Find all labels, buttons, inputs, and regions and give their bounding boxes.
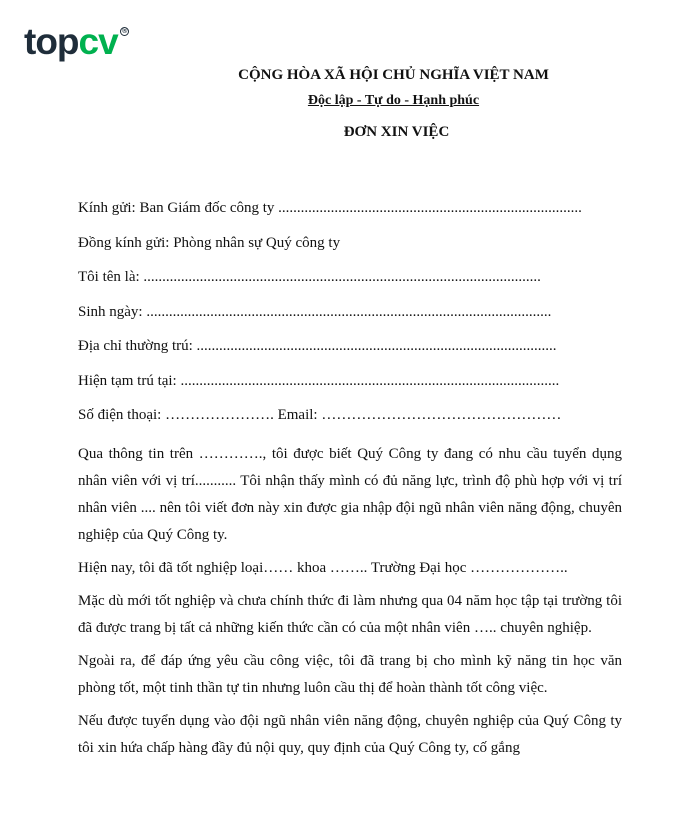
document-header [0, 66, 683, 141]
paragraph-education: Hiện nay, tôi đã tốt nghiệp loại…… khoa …….. Trường Đại học ……………….. [78, 559, 568, 576]
national-title: CỘNG HÒA XÃ HỘI CHỦ NGHĨA VIỆT NAM [238, 67, 549, 83]
national-motto: Độc lập - Tự do - Hạnh phúc [307, 93, 480, 108]
document-title: ĐƠN XIN VIỆC [343, 124, 450, 140]
logo-text-cv: cv [78, 21, 118, 62]
birthdate-line: Sinh ngày: ............................................................................................................ [78, 303, 552, 320]
paragraph-commitment: Nếu được tuyển dụng vào đội ngũ nhân viên năng động, chuyên nghiệp của Quý Công ty tôi xin hứa chấp hàng đầy đủ nội quy, quy định của Quý Công ty, cố gắng [78, 712, 622, 756]
logo-text-top: top [24, 21, 79, 62]
registered-mark-icon: ® [120, 27, 129, 36]
document-body [78, 199, 622, 768]
addressee-line: Kính gửi: Ban Giám đốc công ty ................................................................................. [78, 200, 582, 216]
temporary-address-line: Hiện tạm trú tại: ..................................................................................................... [78, 372, 560, 389]
cc-line: Đồng kính gửi: Phòng nhân sự Quý công ty [78, 234, 341, 251]
topcv-logo [24, 22, 129, 62]
paragraph-skills: Ngoài ra, để đáp ứng yêu cầu công việc, tôi đã trang bị cho mình kỹ năng tin học văn phòng tốt, một tinh thần tự tin nhưng luôn cầu thị để hoàn thành tốt công việc. [78, 652, 622, 696]
permanent-address-line: Địa chỉ thường trú: ................................................................................................ [78, 338, 557, 354]
paragraph-intro: Qua thông tin trên …………., tôi được biết Quý Công ty đang có nhu cầu tuyển dụng nhân viên với vị trí........... Tôi nhận thấy mình có đủ năng lực, trình độ phù hợp với vị trí nhân viên .... nên tôi viết đơn này xin được gia nhập đội ngũ nhân viên năng động, chuyên nghiệp của Quý Công ty. [78, 445, 622, 543]
contact-line: Số điện thoại: …………………. Email: ………………………………………… [78, 407, 562, 423]
paragraph-knowledge: Mặc dù mới tốt nghiệp và chưa chính thức đi làm nhưng qua 04 năm học tập tại trường tôi đã được trang bị tất cả những kiến thức cần có của một nhân viên ….. chuyên nghiệp. [78, 592, 622, 636]
name-line: Tôi tên là: .......................................................................................................... [78, 269, 541, 285]
